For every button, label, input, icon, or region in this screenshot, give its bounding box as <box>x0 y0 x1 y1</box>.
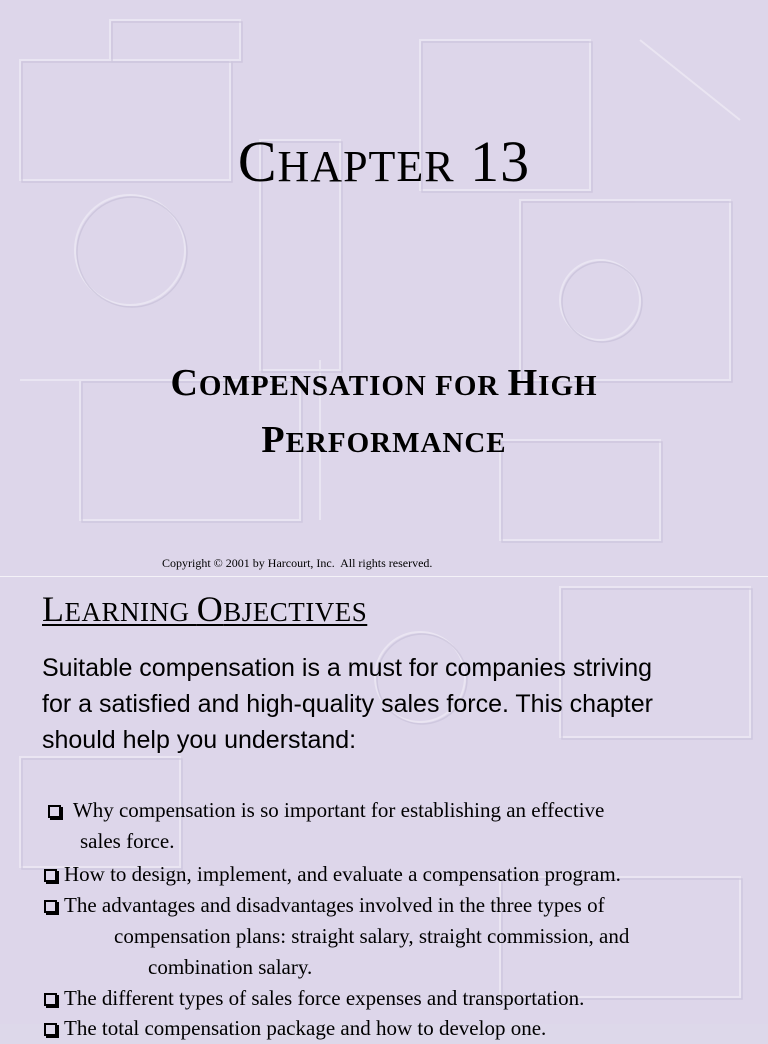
chapter-subtitle <box>0 356 768 470</box>
list-item <box>44 890 605 921</box>
section-title <box>42 588 367 630</box>
copyright-notice: Copyright © 2001 by Harcourt, Inc. All rights reserved. <box>162 556 433 570</box>
title-part: BJECTIVES <box>223 597 368 627</box>
subtitle-part: OMPENSATION FOR <box>198 370 508 402</box>
intro-line: should help you understand: <box>42 726 357 754</box>
subtitle-part: H <box>507 362 539 404</box>
list-item <box>44 859 621 890</box>
list-item <box>44 1013 546 1044</box>
list-item-continuation: sales force. <box>80 829 175 853</box>
intro-line: Suitable compensation is a must for companies striving <box>42 654 653 682</box>
list-item <box>48 795 604 826</box>
title-part: L <box>42 589 65 629</box>
title-part: O <box>196 589 224 629</box>
checkbox-bullet-icon <box>44 900 57 913</box>
chapter-initial: C <box>237 129 278 194</box>
list-item-text: Why compensation is so important for establishing an effective <box>72 798 605 822</box>
list-item-text: How to design, implement, and evaluate a compensation program. <box>64 862 621 886</box>
list-item-text: The advantages and disadvantages involved in the three types of <box>64 893 605 917</box>
intro-paragraph <box>42 650 742 758</box>
list-item-text: The total compensation package and how to develop one. <box>64 1016 547 1040</box>
checkbox-bullet-icon <box>44 993 57 1006</box>
subtitle-line-2 <box>0 413 768 470</box>
intro-line: for a satisfied and high-quality sales force. This chapter <box>42 690 653 718</box>
checkbox-bullet-icon <box>44 1023 57 1036</box>
subtitle-line-1 <box>0 356 768 413</box>
list-item <box>44 983 584 1014</box>
chapter-number: 13 <box>454 129 531 194</box>
list-item-text: The different types of sales force expenses and transportation. <box>64 986 585 1010</box>
subtitle-part: C <box>170 362 199 404</box>
subtitle-part: P <box>261 419 286 461</box>
list-item-continuation: combination salary. <box>148 955 313 979</box>
list-item-continuation: compensation plans: straight salary, straight commission, and <box>114 924 630 948</box>
chapter-title <box>0 128 768 195</box>
subtitle-part: ERFORMANCE <box>285 427 507 459</box>
checkbox-bullet-icon <box>48 805 61 818</box>
subtitle-part: IGH <box>538 370 598 402</box>
chapter-word: HAPTER <box>277 142 455 191</box>
title-part: EARNING <box>64 597 197 627</box>
checkbox-bullet-icon <box>44 869 57 882</box>
